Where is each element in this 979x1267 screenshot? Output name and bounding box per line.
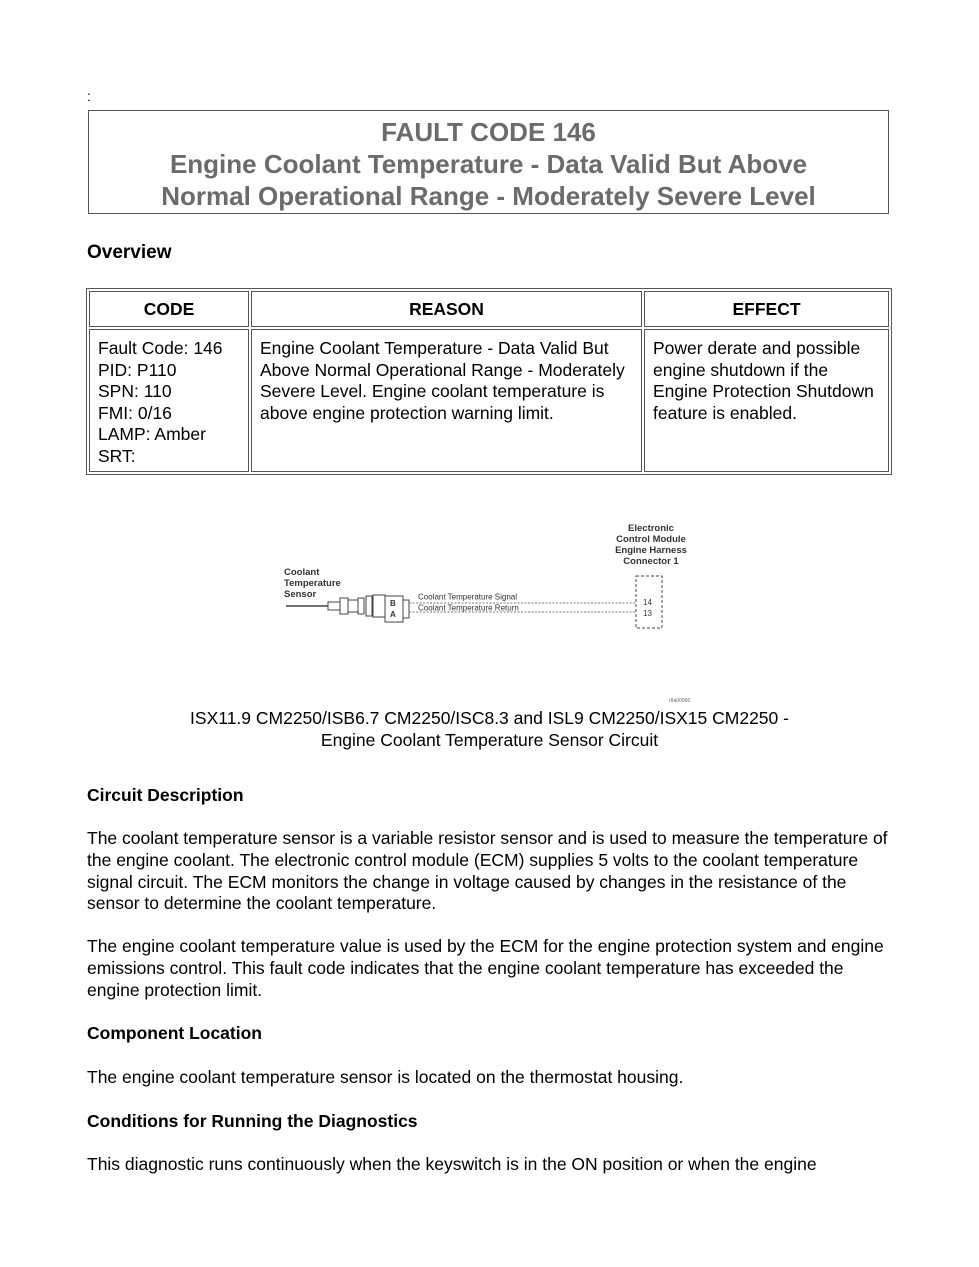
component-location-paragraph: The engine coolant temperature sensor is located on the thermostat housing.: [87, 1067, 684, 1087]
page-marker: :: [87, 88, 91, 104]
reason-cell: Engine Coolant Temperature - Data Valid But Above Normal Operational Range - Moderately Severe Level. Engine coolant temperature is above engine protection warning limit.: [251, 329, 642, 472]
ecm-label-line2: Control Module: [616, 534, 686, 545]
header-reason: REASON: [251, 291, 642, 327]
conditions-heading: Conditions for Running the Diagnostics: [87, 1111, 418, 1131]
ecm-label-line4: Connector 1: [623, 556, 679, 567]
fault-description-line2: Normal Operational Range - Moderately Severe Level: [161, 181, 816, 211]
fault-overview-table: [86, 288, 892, 475]
component-location-heading: Component Location: [87, 1023, 262, 1043]
fault-title-box: [88, 110, 889, 214]
sensor-label-line2: Temperature: [284, 578, 341, 589]
header-code: CODE: [89, 291, 249, 327]
sensor-circuit-diagram: [280, 518, 700, 708]
code-srt: SRT:: [98, 445, 136, 466]
ecm-label-line1: Electronic: [628, 523, 674, 534]
code-fmi: FMI: 0/16: [98, 402, 172, 423]
circuit-description-heading: Circuit Description: [87, 785, 244, 805]
sensor-label-line3: Sensor: [284, 589, 317, 600]
pin-letter-a: A: [390, 610, 396, 619]
return-wire-label: Coolant Temperature Return: [418, 603, 519, 613]
code-lamp: LAMP: Amber: [98, 424, 206, 444]
pin-number-14: 14: [643, 598, 652, 607]
code-fault-code: Fault Code: 146: [98, 338, 223, 358]
code-cell: [89, 329, 249, 472]
circuit-description-paragraph1: The coolant temperature sensor is a variable resistor sensor and is used to measure the temperature of the engine coolant. The electronic control module (ECM) supplies 5 volts to the coolant temperature signal circuit. The ECM monitors the change in voltage caused by changes in the resistance of the sensor to determine the coolant temperature.: [87, 828, 888, 914]
caption-line2: Engine Coolant Temperature Sensor Circuit: [320, 730, 659, 750]
ecm-label-line3: Engine Harness: [615, 545, 687, 556]
sensor-label-line1: Coolant: [284, 567, 320, 578]
code-spn: SPN: 110: [98, 381, 172, 401]
circuit-description-paragraph2: The engine coolant temperature value is used by the ECM for the engine protection system and engine emissions control. This fault code indicates that the engine coolant temperature has exceeded the engine protection limit.: [87, 936, 884, 1000]
figure-caption: [87, 707, 892, 751]
caption-line1: ISX11.9 CM2250/ISB6.7 CM2250/ISC8.3 and ISL9 CM2250/ISX15 CM2250 -: [190, 708, 789, 728]
pin-number-13: 13: [643, 609, 652, 618]
pin-letter-b: B: [390, 599, 396, 608]
table-row: [89, 329, 889, 472]
figure-id: r8a00066: [669, 698, 691, 704]
effect-cell: Power derate and possible engine shutdown if the Engine Protection Shutdown feature is enabled.: [644, 329, 889, 472]
fault-description-line1: Engine Coolant Temperature - Data Valid But Above: [169, 149, 808, 179]
code-pid: PID: P110: [98, 359, 177, 380]
fault-code-title: FAULT CODE 146: [381, 117, 596, 147]
overview-heading: Overview: [87, 242, 172, 263]
conditions-paragraph: This diagnostic runs continuously when the keyswitch is in the ON position or when the engine: [87, 1154, 817, 1174]
table-header-row: [89, 291, 889, 327]
header-effect: EFFECT: [644, 291, 889, 327]
signal-wire-label: Coolant Temperature Signal: [418, 592, 518, 602]
